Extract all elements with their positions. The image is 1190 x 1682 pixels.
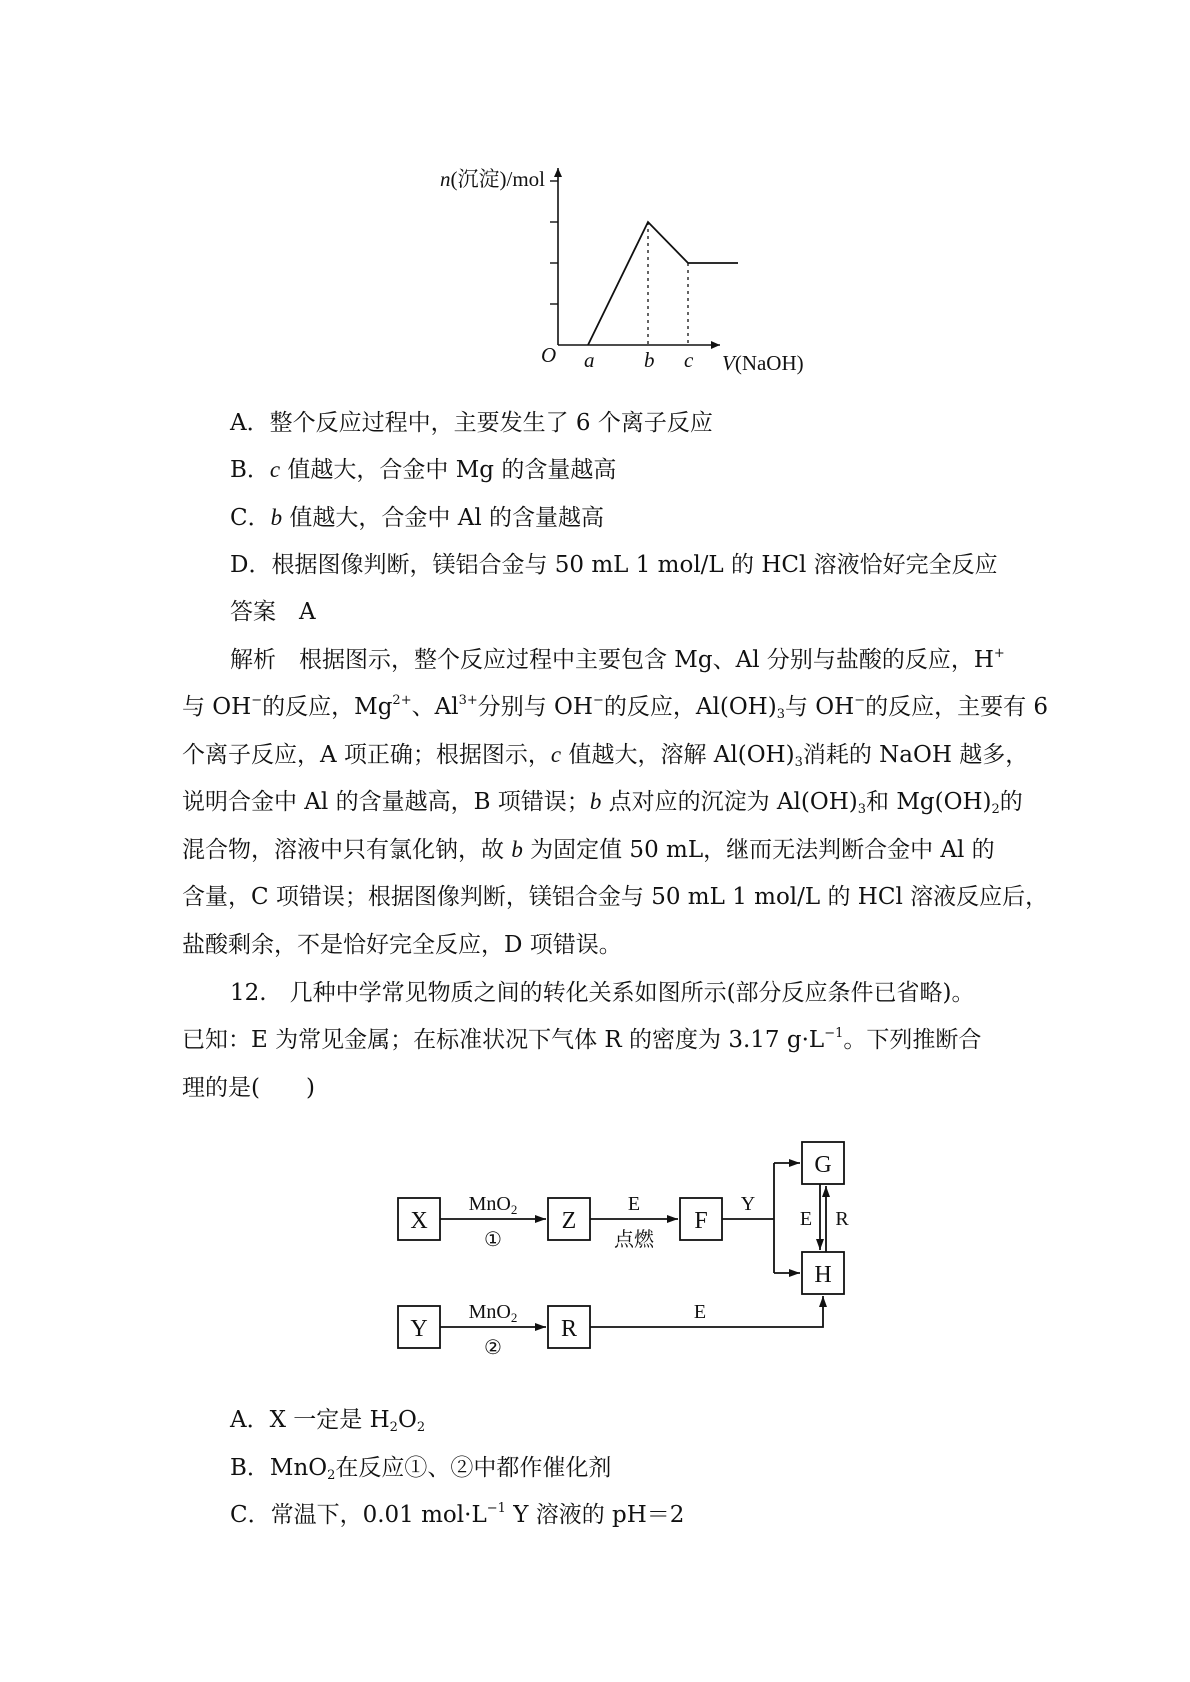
precipitate-chart: [0, 0, 1190, 400]
analysis-line-4: 说明合金中 Al 的含量越高，B 项错误；b 点对应的沉淀为 $Al(OH)_3$和 $Mg(OH)_2$的: [182, 789, 1023, 817]
arrow-r-h: [590, 1296, 823, 1327]
origin-label: O: [541, 343, 557, 367]
analysis-line-1: 解析 根据图示，整个反应过程中主要包含 Mg、Al 分别与盐酸的反应，H+: [230, 646, 1005, 673]
y-ticks: [550, 181, 558, 304]
x-tick-label-c: c: [684, 348, 694, 372]
label-f: F: [694, 1208, 708, 1234]
r-label-mid: R: [835, 1208, 849, 1230]
label-x: X: [410, 1208, 428, 1234]
e-label-top: E: [627, 1193, 641, 1215]
conversion-diagram: [0, 1130, 1190, 1370]
y-axis-label: n(沉淀)/mol: [440, 167, 545, 191]
analysis-line-3: 个离子反应，A 项正确；根据图示，c 值越大，溶解 $Al(OH)_3$消耗的 NaOH 越多，: [182, 742, 1029, 770]
option-b: B．c 值越大，合金中 Mg 的含量越高: [230, 457, 617, 483]
analysis-line-5: 混合物，溶液中只有氯化钠，故 b 为固定值 50 mL，继而无法判断合金中 Al 的: [182, 837, 995, 863]
x-tick-label-b: b: [644, 348, 655, 372]
label-g: G: [814, 1152, 832, 1178]
e-label-mid: E: [799, 1208, 813, 1230]
ignite-label: 点燃: [614, 1229, 654, 1251]
x-tick-labels: [584, 348, 694, 372]
mno2-label-1: MnO$_2$: [468, 1193, 518, 1217]
x-axis-label: V(NaOH): [722, 351, 804, 375]
analysis-line-6: 含量，C 项错误；根据图像判断，镁铝合金与 50 mL 1 mol/L 的 HCl 溶液反应后，: [182, 884, 1049, 910]
analysis-line-7: 盐酸剩余，不是恰好完全反应，D 项错误。: [182, 932, 622, 958]
q12-option-b: B．MnO$_2$在反应①、②中都作催化剂: [230, 1455, 612, 1483]
answer-line: 答案 A: [230, 599, 316, 625]
q12-option-a: A．X 一定是 $H_2O_2$: [230, 1407, 426, 1435]
option-c: C．b 值越大，合金中 Al 的含量越高: [230, 505, 605, 531]
circle-2-label: ②: [484, 1337, 502, 1359]
option-d: D．根据图像判断，镁铝合金与 50 mL 1 mol/L 的 HCl 溶液恰好完全反应: [230, 552, 998, 578]
q12-stem-line-2: 已知：E 为常见金属；在标准状况下气体 R 的密度为 3.17 $g\cdot L^{-1}$。下列推断合: [182, 1026, 982, 1053]
analysis-line-2: 与 OH−的反应，$Mg^{2+}$、$Al^{3+}$分别与 OH−的反应，$Al(OH)_3$与 OH−的反应，主要有 6: [182, 693, 1049, 722]
option-a: A．整个反应过程中，主要发生了 6 个离子反应: [230, 410, 713, 436]
precipitate-series-line: [588, 222, 738, 345]
mno2-label-2: MnO$_2$: [468, 1301, 518, 1325]
q12-stem-line-1: 12. 几种中学常见物质之间的转化关系如图所示(部分反应条件已省略)。: [230, 980, 975, 1006]
e-label-bottom: E: [693, 1301, 707, 1323]
chart-marks: [588, 222, 738, 345]
q12-stem-line-3: 理的是( ): [182, 1075, 315, 1101]
label-h: H: [814, 1262, 832, 1288]
label-z: Z: [561, 1208, 577, 1234]
label-y: Y: [410, 1316, 428, 1342]
label-r: R: [560, 1316, 578, 1342]
q12-option-c: C．常温下，0.01 $mol\cdot L^{-1}$ Y 溶液的 pH＝2: [230, 1501, 685, 1528]
circle-1-label: ①: [484, 1229, 502, 1251]
y-label-arrow: Y: [740, 1193, 756, 1215]
x-tick-label-a: a: [584, 348, 595, 372]
